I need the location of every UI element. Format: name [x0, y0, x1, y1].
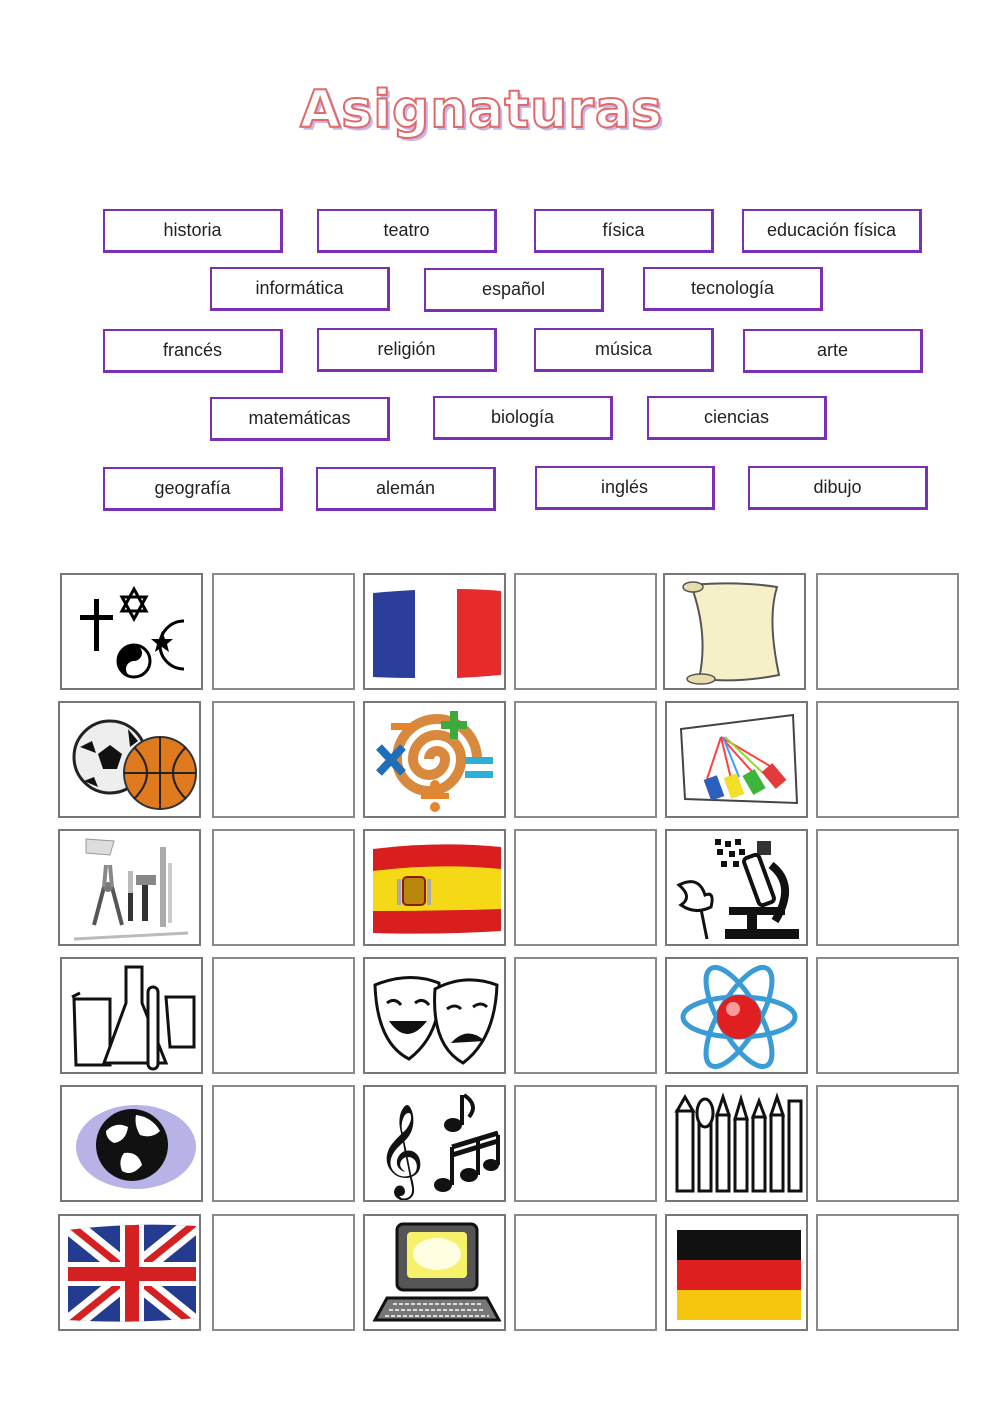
- word-card[interactable]: tecnología: [643, 267, 823, 311]
- word-card[interactable]: teatro: [317, 209, 497, 253]
- answer-box[interactable]: [212, 829, 355, 946]
- answer-box[interactable]: [212, 701, 355, 818]
- word-card[interactable]: física: [534, 209, 714, 253]
- answer-box[interactable]: [514, 1214, 657, 1331]
- germany-flag-icon: [665, 1214, 808, 1331]
- word-card[interactable]: ciencias: [647, 396, 827, 440]
- word-card[interactable]: alemán: [316, 467, 496, 511]
- answer-box[interactable]: [514, 829, 657, 946]
- word-card[interactable]: geografía: [103, 467, 283, 511]
- word-card[interactable]: matemáticas: [210, 397, 390, 441]
- word-card[interactable]: dibujo: [748, 466, 928, 510]
- word-card[interactable]: música: [534, 328, 714, 372]
- word-card[interactable]: biología: [433, 396, 613, 440]
- answer-box[interactable]: [212, 573, 355, 690]
- math-symbols-icon: [363, 701, 506, 818]
- word-card[interactable]: inglés: [535, 466, 715, 510]
- computer-icon: [363, 1214, 506, 1331]
- answer-box[interactable]: [514, 1085, 657, 1202]
- word-card[interactable]: arte: [743, 329, 923, 373]
- answer-box[interactable]: [816, 957, 959, 1074]
- answer-box[interactable]: [816, 1085, 959, 1202]
- answer-box[interactable]: [816, 1214, 959, 1331]
- music-notes-icon: [363, 1085, 506, 1202]
- parchment-scroll-icon: [663, 573, 806, 690]
- religion-symbols-icon: [60, 573, 203, 690]
- atom-icon: [665, 957, 808, 1074]
- answer-box[interactable]: [212, 1085, 355, 1202]
- globe-icon: [60, 1085, 203, 1202]
- answer-box[interactable]: [212, 1214, 355, 1331]
- word-card[interactable]: educación física: [742, 209, 922, 253]
- answer-box[interactable]: [816, 701, 959, 818]
- answer-box[interactable]: [514, 701, 657, 818]
- word-card[interactable]: informática: [210, 267, 390, 311]
- theater-masks-icon: [363, 957, 506, 1074]
- tools-icon: [58, 829, 201, 946]
- svg-text:𝄞: 𝄞: [377, 1103, 425, 1196]
- france-flag-icon: [363, 573, 506, 690]
- spain-flag-icon: [363, 829, 506, 946]
- word-card[interactable]: español: [424, 268, 604, 312]
- page-title: Asignaturas: [300, 80, 663, 140]
- drawing-tools-icon: [665, 1085, 808, 1202]
- answer-box[interactable]: [212, 957, 355, 1074]
- art-easel-icon: [665, 701, 808, 818]
- microscope-icon: [665, 829, 808, 946]
- word-card[interactable]: religión: [317, 328, 497, 372]
- uk-flag-icon: [58, 1214, 201, 1331]
- word-card[interactable]: francés: [103, 329, 283, 373]
- answer-box[interactable]: [816, 573, 959, 690]
- word-card[interactable]: historia: [103, 209, 283, 253]
- answer-box[interactable]: [514, 957, 657, 1074]
- answer-box[interactable]: [816, 829, 959, 946]
- sports-balls-icon: [58, 701, 201, 818]
- answer-box[interactable]: [514, 573, 657, 690]
- lab-flasks-icon: [60, 957, 203, 1074]
